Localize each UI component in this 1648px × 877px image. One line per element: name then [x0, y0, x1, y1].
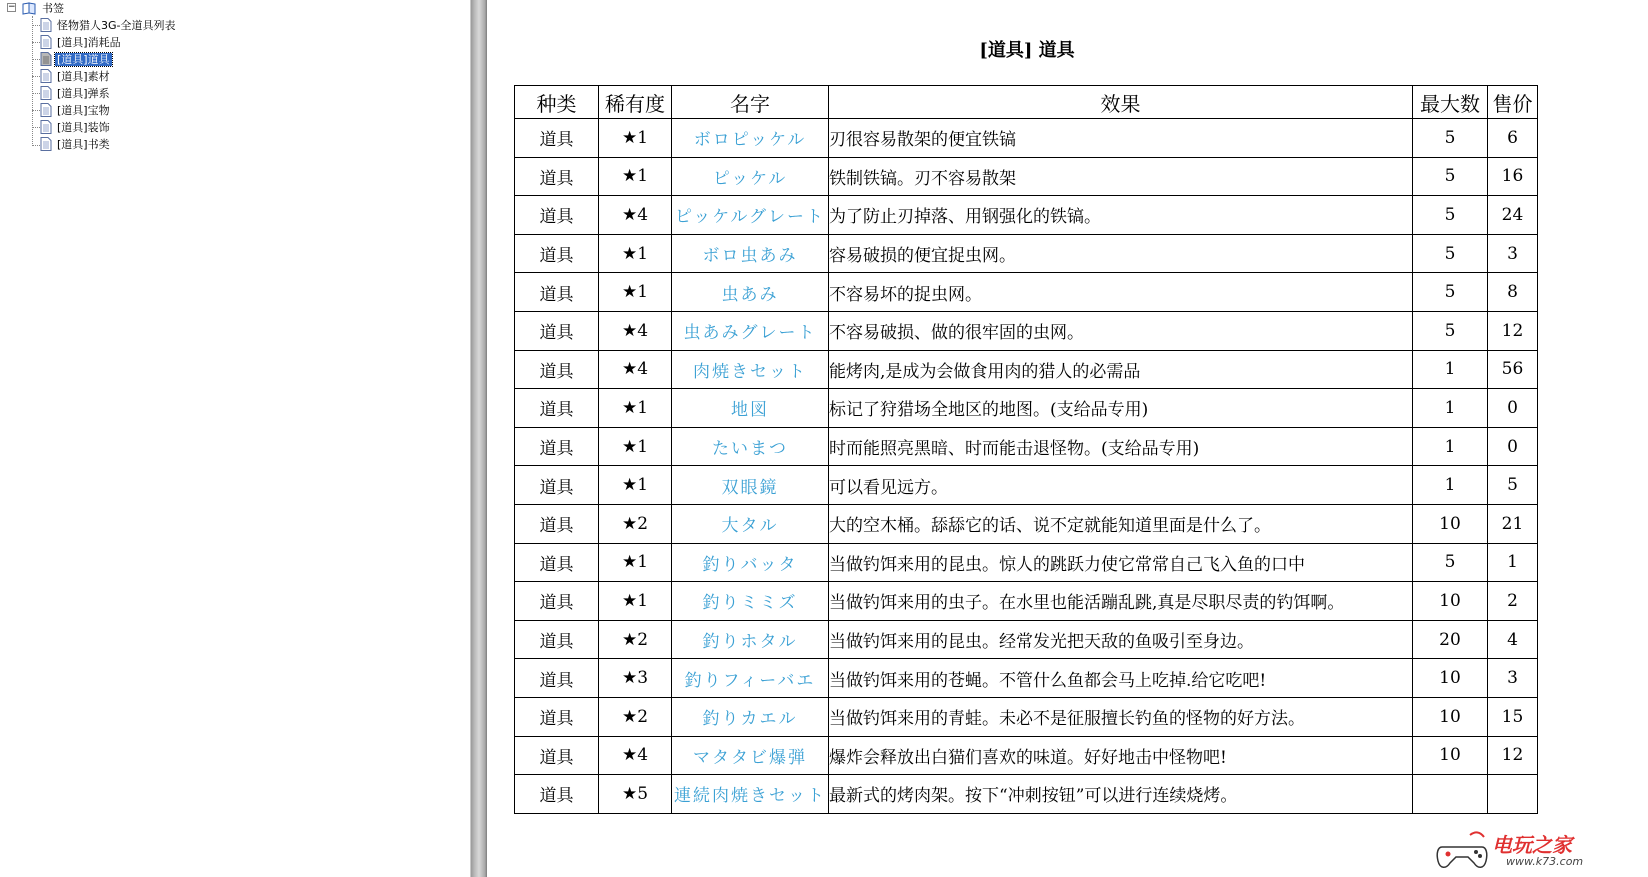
cell-type: 道具	[515, 311, 599, 350]
cell-type: 道具	[515, 697, 599, 736]
cell-price: 0	[1488, 427, 1538, 466]
cell-max: 5	[1413, 196, 1488, 235]
cell-price: 8	[1488, 273, 1538, 312]
cell-rarity: ★1	[599, 157, 672, 196]
bookmark-item[interactable]: [道具]弹系	[40, 85, 112, 102]
cell-price: 1	[1488, 543, 1538, 582]
cell-effect: 大的空木桶。舔舔它的话、说不定就能知道里面是什么了。	[829, 504, 1413, 543]
cell-type: 道具	[515, 234, 599, 273]
cell-type: 道具	[515, 543, 599, 582]
cell-type: 道具	[515, 504, 599, 543]
cell-name: 虫あみグレート	[672, 311, 829, 350]
table-row	[515, 659, 1538, 698]
table-row	[515, 504, 1538, 543]
table-row	[515, 736, 1538, 775]
cell-price: 0	[1488, 389, 1538, 428]
bookmark-item[interactable]: [道具]书类	[40, 136, 112, 153]
cell-name: 釣りバッタ	[672, 543, 829, 582]
cell-type: 道具	[515, 427, 599, 466]
bookmark-root[interactable]: 书签	[21, 0, 66, 17]
cell-price	[1488, 775, 1538, 814]
cell-type: 道具	[515, 620, 599, 659]
cell-rarity: ★5	[599, 775, 672, 814]
cell-effect: 可以看见远方。	[829, 466, 1413, 505]
page-icon	[40, 86, 52, 100]
cell-max: 10	[1413, 582, 1488, 621]
cell-rarity: ★1	[599, 234, 672, 273]
cell-price: 56	[1488, 350, 1538, 389]
cell-name: 釣りカエル	[672, 697, 829, 736]
table-row	[515, 273, 1538, 312]
cell-rarity: ★1	[599, 466, 672, 505]
cell-max: 1	[1413, 427, 1488, 466]
cell-name: たいまつ	[672, 427, 829, 466]
collapse-toggle[interactable]: −	[8, 2, 16, 12]
cell-price: 21	[1488, 504, 1538, 543]
cell-max: 20	[1413, 620, 1488, 659]
cell-rarity: ★1	[599, 119, 672, 158]
page-title: [道具] 道具	[979, 40, 1075, 61]
cell-name: 連続肉焼きセット	[672, 775, 829, 814]
cell-price: 16	[1488, 157, 1538, 196]
page-icon	[40, 35, 52, 49]
cell-effect: 当做钓饵来用的昆虫。经常发光把天敌的鱼吸引至身边。	[829, 620, 1413, 659]
table-row	[515, 311, 1538, 350]
cell-price: 4	[1488, 620, 1538, 659]
cell-rarity: ★1	[599, 273, 672, 312]
cell-type: 道具	[515, 466, 599, 505]
cell-type: 道具	[515, 736, 599, 775]
cell-name: 大タル	[672, 504, 829, 543]
table-row	[515, 389, 1538, 428]
cell-type: 道具	[515, 119, 599, 158]
cell-effect: 时而能照亮黑暗、时而能击退怪物。(支给品专用)	[829, 427, 1413, 466]
bookmark-item[interactable]: [道具]装饰	[40, 119, 112, 136]
cell-type: 道具	[515, 582, 599, 621]
table-row	[515, 234, 1538, 273]
cell-rarity: ★4	[599, 350, 672, 389]
bookmark-item[interactable]: [道具]消耗品	[40, 34, 123, 51]
cell-max: 1	[1413, 466, 1488, 505]
cell-price: 6	[1488, 119, 1538, 158]
table-row	[515, 697, 1538, 736]
cell-name: マタタビ爆弾	[672, 736, 829, 775]
cell-type: 道具	[515, 273, 599, 312]
gamepad-icon	[1434, 827, 1490, 873]
cell-effect: 容易破损的便宜捉虫网。	[829, 234, 1413, 273]
cell-name: ボロ虫あみ	[672, 234, 829, 273]
book-icon	[21, 1, 37, 15]
table-row	[515, 620, 1538, 659]
cell-max: 5	[1413, 119, 1488, 158]
cell-max: 5	[1413, 157, 1488, 196]
cell-max: 1	[1413, 350, 1488, 389]
cell-type: 道具	[515, 350, 599, 389]
cell-name: 釣りミミズ	[672, 582, 829, 621]
cell-rarity: ★1	[599, 582, 672, 621]
table-row	[515, 119, 1538, 158]
cell-price: 12	[1488, 311, 1538, 350]
column-header: 稀有度	[599, 86, 672, 119]
watermark-url: www.k73.com	[1506, 855, 1584, 868]
cell-rarity: ★3	[599, 659, 672, 698]
watermark-site-name: 电玩之家	[1492, 833, 1572, 857]
page-icon	[40, 18, 52, 32]
cell-effect: 最新式的烤肉架。按下“冲刺按钮”可以进行连续烧烤。	[829, 775, 1413, 814]
cell-rarity: ★1	[599, 389, 672, 428]
cell-price: 24	[1488, 196, 1538, 235]
bookmark-item[interactable]: [道具]宝物	[40, 102, 112, 119]
bookmark-item[interactable]: 怪物猎人3G-全道具列表	[40, 17, 178, 34]
cell-max: 10	[1413, 504, 1488, 543]
site-watermark	[1434, 825, 1644, 875]
cell-effect: 当做钓饵来用的虫子。在水里也能活蹦乱跳,真是尽职尽责的钓饵啊。	[829, 582, 1413, 621]
cell-effect: 刃很容易散架的便宜铁镐	[829, 119, 1413, 158]
table-row	[515, 350, 1538, 389]
cell-type: 道具	[515, 196, 599, 235]
table-row	[515, 543, 1538, 582]
cell-rarity: ★2	[599, 697, 672, 736]
cell-type: 道具	[515, 157, 599, 196]
page-icon	[40, 137, 52, 151]
cell-effect: 当做钓饵来用的昆虫。惊人的跳跃力使它常常自己飞入鱼的口中	[829, 543, 1413, 582]
page-icon	[40, 120, 52, 134]
cell-rarity: ★2	[599, 620, 672, 659]
cell-max	[1413, 775, 1488, 814]
cell-max: 1	[1413, 389, 1488, 428]
cell-rarity: ★1	[599, 427, 672, 466]
cell-max: 5	[1413, 543, 1488, 582]
cell-effect: 不容易破损、做的很牢固的虫网。	[829, 311, 1413, 350]
bookmark-item-selected[interactable]: [道具]道具	[40, 51, 112, 68]
cell-rarity: ★4	[599, 196, 672, 235]
table-row	[515, 466, 1538, 505]
cell-price: 12	[1488, 736, 1538, 775]
cell-rarity: ★4	[599, 311, 672, 350]
cell-effect: 当做钓饵来用的苍蝇。不管什么鱼都会马上吃掉.给它吃吧!	[829, 659, 1413, 698]
cell-name: 虫あみ	[672, 273, 829, 312]
cell-max: 10	[1413, 736, 1488, 775]
cell-max: 10	[1413, 659, 1488, 698]
page-icon	[40, 69, 52, 83]
cell-price: 2	[1488, 582, 1538, 621]
cell-name: ピッケルグレート	[672, 196, 829, 235]
table-row	[515, 157, 1538, 196]
panel-splitter[interactable]	[471, 0, 487, 877]
cell-type: 道具	[515, 659, 599, 698]
table-header-row	[515, 86, 1538, 119]
bookmarks-panel	[0, 0, 471, 877]
cell-name: 釣りフィーバエ	[672, 659, 829, 698]
cell-price: 15	[1488, 697, 1538, 736]
cell-name: ピッケル	[672, 157, 829, 196]
cell-price: 3	[1488, 234, 1538, 273]
cell-effect: 为了防止刃掉落、用钢强化的铁镐。	[829, 196, 1413, 235]
cell-max: 10	[1413, 697, 1488, 736]
cell-name: 地図	[672, 389, 829, 428]
cell-max: 5	[1413, 234, 1488, 273]
cell-rarity: ★1	[599, 543, 672, 582]
bookmark-item[interactable]: [道具]素材	[40, 68, 112, 85]
column-header: 最大数	[1413, 86, 1488, 119]
cell-price: 3	[1488, 659, 1538, 698]
items-table	[514, 85, 1538, 814]
cell-max: 5	[1413, 273, 1488, 312]
cell-rarity: ★2	[599, 504, 672, 543]
column-header: 名字	[672, 86, 829, 119]
page-icon	[40, 103, 52, 117]
cell-effect: 标记了狩猎场全地区的地图。(支给品专用)	[829, 389, 1413, 428]
table-row	[515, 196, 1538, 235]
cell-name: ボロピッケル	[672, 119, 829, 158]
table-row	[515, 427, 1538, 466]
cell-name: 双眼鏡	[672, 466, 829, 505]
cell-type: 道具	[515, 775, 599, 814]
column-header: 效果	[829, 86, 1413, 119]
cell-type: 道具	[515, 389, 599, 428]
cell-max: 5	[1413, 311, 1488, 350]
column-header: 种类	[515, 86, 599, 119]
cell-effect: 当做钓饵来用的青蛙。未必不是征服擅长钓鱼的怪物的好方法。	[829, 697, 1413, 736]
cell-price: 5	[1488, 466, 1538, 505]
cell-name: 釣りホタル	[672, 620, 829, 659]
document-viewer	[487, 0, 1648, 877]
table-row	[515, 775, 1538, 814]
cell-effect: 爆炸会释放出白猫们喜欢的味道。好好地击中怪物吧!	[829, 736, 1413, 775]
table-row	[515, 582, 1538, 621]
cell-effect: 铁制铁镐。刃不容易散架	[829, 157, 1413, 196]
cell-rarity: ★4	[599, 736, 672, 775]
cell-name: 肉焼きセット	[672, 350, 829, 389]
column-header: 售价	[1488, 86, 1538, 119]
cell-effect: 能烤肉,是成为会做食用肉的猎人的必需品	[829, 350, 1413, 389]
cell-effect: 不容易坏的捉虫网。	[829, 273, 1413, 312]
page-icon	[40, 52, 52, 66]
